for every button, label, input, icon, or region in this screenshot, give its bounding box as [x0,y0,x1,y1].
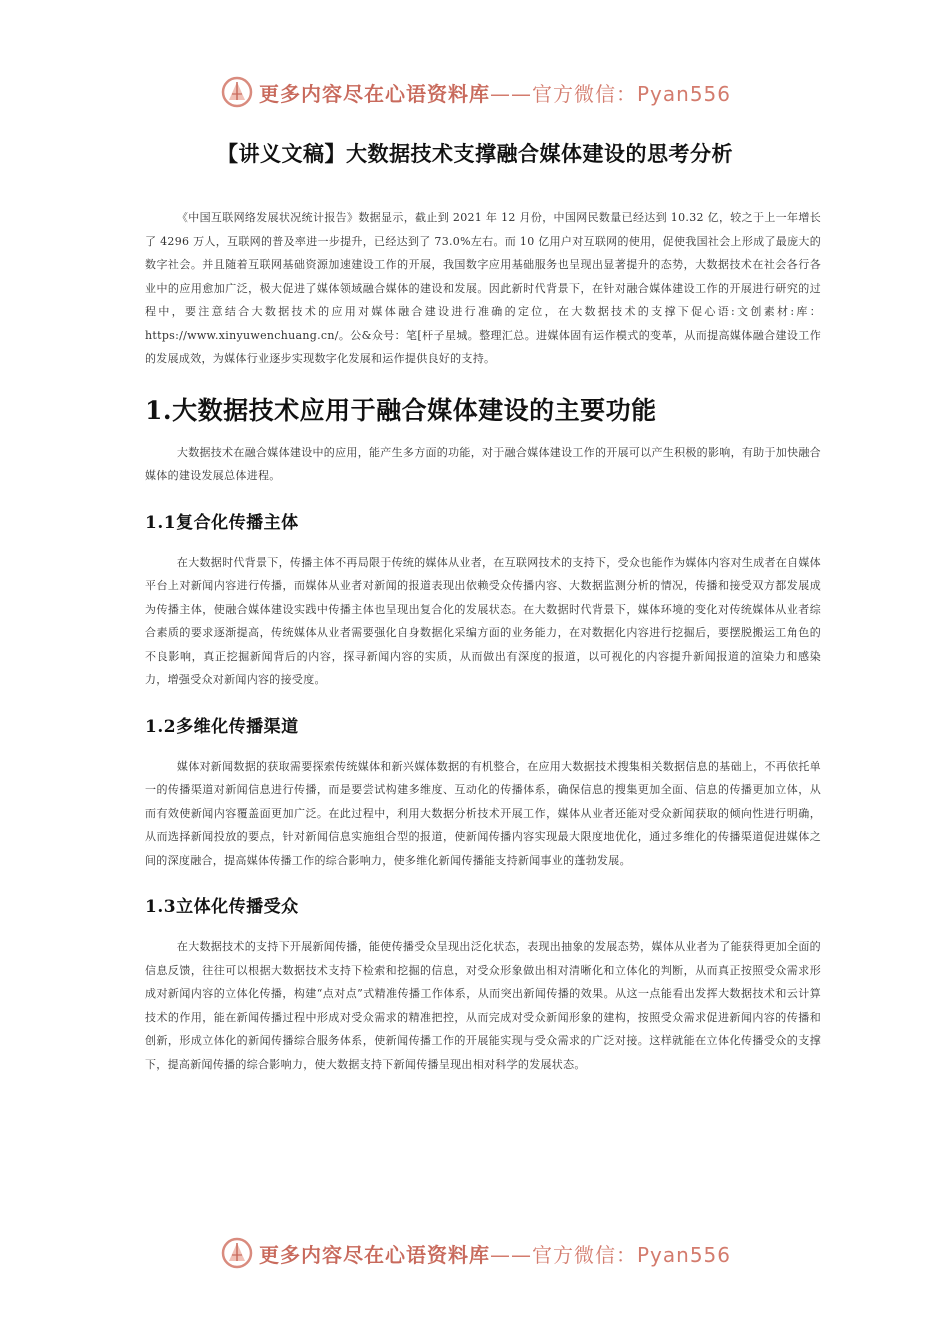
banner-text [259,1239,731,1268]
document-title: 【讲义文稿】大数据技术支撑融合媒体建设的思考分析 [217,142,733,166]
section-1-3-heading: 1.3立体化传播受众 [145,897,299,917]
section-1-3-paragraph: 在大数据技术的支持下开展新闻传播，能使传播受众呈现出泛化状态，表现出抽象的发展态势，媒体从业者为了能获得更加全面的信息反馈，往往可以根据大数据技术支持下检索和挖掘的信息，对受众形象做出相对清晰化和立体化的判断，从而真正按照受众需求形成对新闻内容的立体化传播，构建“点对点”式精准传播工作体系，从而突出新闻传播的效果。从这一点能看出发挥大数据技术和云计算技术的作用，能在新闻传播过程中形成对受众需求的精准把控，从而完成对受众新闻形象的建构，按照受众需求促进新闻内容的传播和创新，形成立体化的新闻传播综合服务体系，使新闻传播工作的开展能实现与受众需求的广泛对接。这样就能在立体化传播受众的支撑下，提高新闻传播的综合影响力，使大数据支持下新闻传播呈现出相对科学的发展状态。 [145,940,821,1071]
document-body [145,206,821,1076]
banner-main-text: 更多内容尽在心语资料库 [258,81,490,106]
section-1-2-paragraph: 媒体对新闻数据的获取需要探索传统媒体和新兴媒体数据的有机整合，在应用大数据技术搜集相关数据信息的基础上，不再依托单一的传播渠道对新闻信息进行传播，而是要尝试构建多维度、互动化的传播体系，确保信息的搜集更加全面、信息的传播更加立体，从而有效使新闻内容覆盖面更加广泛。在此过程中，利用大数据分析技术开展工作，媒体从业者还能对受众新闻获取的倾向性进行明确，从而选择新闻投放的要点，针对新闻信息实施组合型的报道，使新闻传播内容实现最大限度地优化，通过多维化的传播渠道促进媒体之间的深度融合，提高媒体传播工作的综合影响力，使多维化新闻传播能支持新闻事业的蓬勃发展。 [145,759,821,867]
header-watermark-banner [0,70,950,114]
banner-secondary-text: 官方微信： [531,81,637,106]
footer-watermark-banner [0,1231,950,1275]
section-1-2-heading: 1.2多维化传播渠道 [145,716,299,737]
banner-wechat-id: Pyan556 [636,81,731,106]
section-1-heading: 1.大数据技术应用于融合媒体建设的主要功能 [145,395,657,425]
banner-text [259,78,731,107]
banner-wechat-id: Pyan556 [636,1242,731,1267]
fan-logo-icon [219,74,255,110]
section-1-paragraph: 大数据技术在融合媒体建设中的应用，能产生多方面的功能，对于融合媒体建设工作的开展可以产生积极的影响，有助于加快融合媒体的建设发展总体进程。 [145,445,821,482]
banner-main-text: 更多内容尽在心语资料库 [258,1242,490,1267]
fan-logo-icon [219,1235,255,1271]
banner-separator: —— [489,1242,532,1267]
banner-separator: —— [489,81,532,106]
intro-paragraph: 《中国互联网络发展状况统计报告》数据显示，截止到 2021 年 12 月份，中国网民数量已经达到 10.32 亿，较之于上一年增长了 4296 万人，互联网的普及率进一步提升，已经达到了 73.0%左右。而 10 亿用户对互联网的使用，促使我国社会上形成了最庞大的数字社会。并且随着互联网基础资源加速建设工作的开展，我国数字应用基础服务也呈现出显著提升的态势，大数据技术在社会各行各业中的应用愈加广泛，极大促进了媒体领域融合媒体的建设和发展。因此新时代背景下，在针对融合媒体建设工作的开展进行研究的过程中，要注意结合大数据技术的应用对媒体融合建设进行准确的定位，在大数据技术的支撑下促心语:文创素材:库：https://www.xinyuwenchuang.cn/。公&众号：笔[杆子星城。整理汇总。进媒体固有运作模式的变革，从而提高媒体融合建设工作的发展成效，为媒体行业逐步实现数字化发展和运作提供良好的支持。 [145,211,821,365]
banner-secondary-text: 官方微信： [531,1242,637,1267]
section-1-1-heading: 1.1复合化传播主体 [145,512,299,533]
section-1-1-paragraph: 在大数据时代背景下，传播主体不再局限于传统的媒体从业者，在互联网技术的支持下，受众也能作为媒体内容对生成者在自媒体平台上对新闻内容进行传播，而媒体从业者对新闻的报道表现出依赖受众传播内容、大数据监测分析的情况，传播和接受双方都发展成为传播主体，使融合媒体建设实践中传播主体也呈现出复合化的发展状态。在大数据时代背景下，媒体环境的变化对传统媒体从业者综合素质的要求逐渐提高，传统媒体从业者需要强化自身数据化采编方面的业务能力，在对数据化内容进行挖掘后，要摆脱搬运工角色的不良影响，真正挖掘新闻背后的内容，探寻新闻内容的实质，从而做出有深度的报道，以可视化的内容提升新闻报道的渲染力和感染力，增强受众对新闻内容的接受度。 [145,555,821,686]
